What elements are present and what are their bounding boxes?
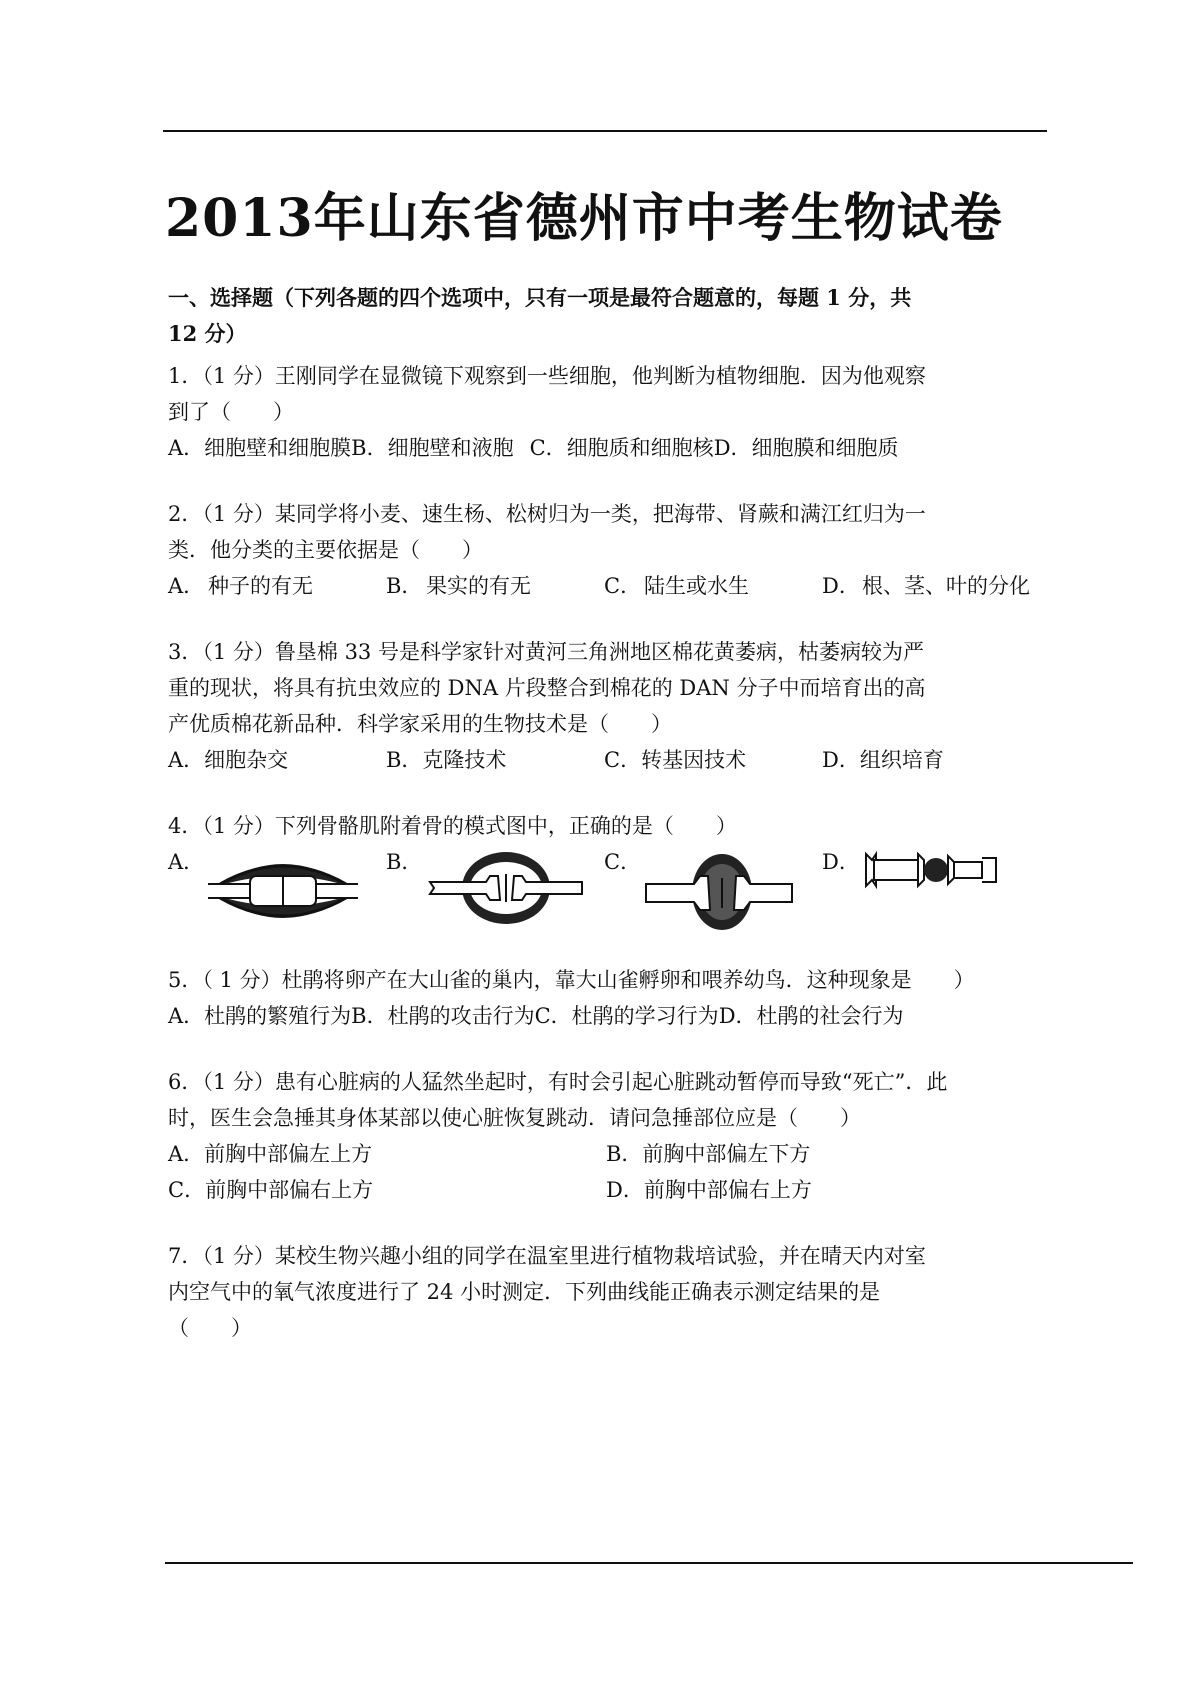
question-4-stem-line-1: 4．（1 分）下列骨骼肌附着骨的模式图中，正确的是（ ） (168, 814, 737, 838)
question-2-options (168, 568, 1048, 604)
question-6 (168, 1064, 1048, 1208)
question-1-option-d: D．细胞膜和细胞质 (713, 436, 899, 460)
question-2-stem-line-2: 类．他分类的主要依据是（ ） (168, 538, 483, 562)
question-1-option-a: A．细胞壁和细胞膜 (168, 436, 352, 460)
question-5 (168, 962, 1048, 1034)
section-heading (168, 280, 1048, 352)
question-5-option-c: C．杜鹃的学习行为 (534, 1004, 719, 1028)
question-2-stem-line-1: 2．（1 分）某同学将小麦、速生杨、松树归为一类，把海带、肾蕨和满江红归为一 (168, 502, 926, 526)
question-6-stem-line-1: 6．（1 分）患有心脏病的人猛然坐起时，有时会引起心脏跳动暂停而导致“死亡”．此 (168, 1070, 948, 1094)
figure-b-label: B． (386, 850, 423, 874)
question-7 (168, 1238, 1048, 1346)
section-heading-line-2: 12 分） (168, 321, 247, 346)
question-3-option-a: A．细胞杂交 (168, 748, 289, 772)
question-3-option-c: C．转基因技术 (604, 748, 747, 772)
exam-content (168, 280, 1048, 1346)
question-6-options (168, 1136, 1048, 1208)
footer-rule (165, 1562, 1133, 1564)
question-6-option-a: A．前胸中部偏左上方 (168, 1142, 373, 1166)
question-3-option-b: B．克隆技术 (386, 748, 507, 772)
question-4-option-d (822, 844, 1040, 934)
figure-c-label: C． (604, 850, 642, 874)
section-heading-line-1: 一、选择题（下列各题的四个选项中，只有一项是最符合题意的，每题 1 分，共 (168, 285, 912, 310)
question-4-option-a (168, 844, 386, 934)
question-3-stem-line-1: 3．（1 分）鲁垦棉 33 号是科学家针对黄河三角洲地区棉花黄萎病，枯萎病较为严 (168, 640, 924, 664)
figure-a-muscle-bone-diagram (208, 846, 358, 932)
question-1-stem-line-2: 到了（ ） (168, 400, 294, 424)
question-3 (168, 634, 1048, 778)
question-7-stem-line-2: 内空气中的氧气浓度进行了 24 小时测定．下列曲线能正确表示测定结果的是 (168, 1280, 881, 1304)
question-1-option-b: B．细胞壁和液胞 (351, 436, 514, 460)
question-4-option-b (386, 844, 604, 934)
question-5-options (168, 998, 1048, 1034)
question-3-stem-line-2: 重的现状，将具有抗虫效应的 DNA 片段整合到棉花的 DAN 分子中而培育出的高 (168, 676, 926, 700)
question-2-option-c: C． 陆生或水生 (604, 574, 749, 598)
question-4 (168, 808, 1048, 934)
figure-b-muscle-bone-diagram (426, 846, 586, 932)
question-7-stem-line-1: 7．（1 分）某校生物兴趣小组的同学在温室里进行植物栽培试验，并在晴天内对室 (168, 1244, 926, 1268)
question-5-option-d: D．杜鹃的社会行为 (718, 1004, 904, 1028)
question-3-option-d: D．组织培育 (822, 748, 944, 772)
question-5-stem-line-1: 5．（ 1 分）杜鹃将卵产在大山雀的巢内，靠大山雀孵卵和喂养幼鸟．这种现象是 ） (168, 968, 975, 992)
question-4-option-c (604, 844, 822, 934)
figure-a-label: A． (168, 850, 205, 874)
header-rule (163, 130, 1047, 132)
question-3-stem-line-3: 产优质棉花新品种．科学家采用的生物技术是（ ） (168, 712, 672, 736)
question-2-option-d: D． 根、茎、叶的分化 (822, 574, 1030, 598)
figure-c-muscle-bone-diagram (644, 846, 794, 932)
question-1 (168, 358, 1048, 466)
question-1-stem-line-1: 1．（1 分）王刚同学在显微镜下观察到一些细胞，他判断为植物细胞．因为他观察 (168, 364, 926, 388)
question-6-stem-line-2: 时，医生会急捶其身体某部以使心脏恢复跳动．请问急捶部位应是（ ） (168, 1106, 861, 1130)
figure-d-muscle-bone-diagram (862, 846, 1002, 906)
question-6-option-c: C．前胸中部偏右上方 (168, 1178, 374, 1202)
question-4-figures (168, 844, 1048, 934)
page-title: 2013年山东省德州市中考生物试卷 (165, 188, 1003, 249)
question-7-stem-line-3: （ ） (168, 1316, 252, 1340)
question-1-option-c: C．细胞质和细胞核 (529, 436, 714, 460)
question-3-options (168, 742, 1048, 778)
question-2-option-a: A． 种子的有无 (168, 574, 313, 598)
question-6-option-b: B．前胸中部偏左下方 (606, 1142, 811, 1166)
question-2 (168, 496, 1048, 604)
figure-d-label: D． (822, 850, 860, 874)
question-5-option-a: A．杜鹃的繁殖行为 (168, 1004, 352, 1028)
question-2-option-b: B． 果实的有无 (386, 574, 531, 598)
question-5-option-b: B．杜鹃的攻击行为 (351, 1004, 535, 1028)
question-6-option-d: D．前胸中部偏右上方 (606, 1178, 812, 1202)
question-1-options (168, 430, 1048, 466)
